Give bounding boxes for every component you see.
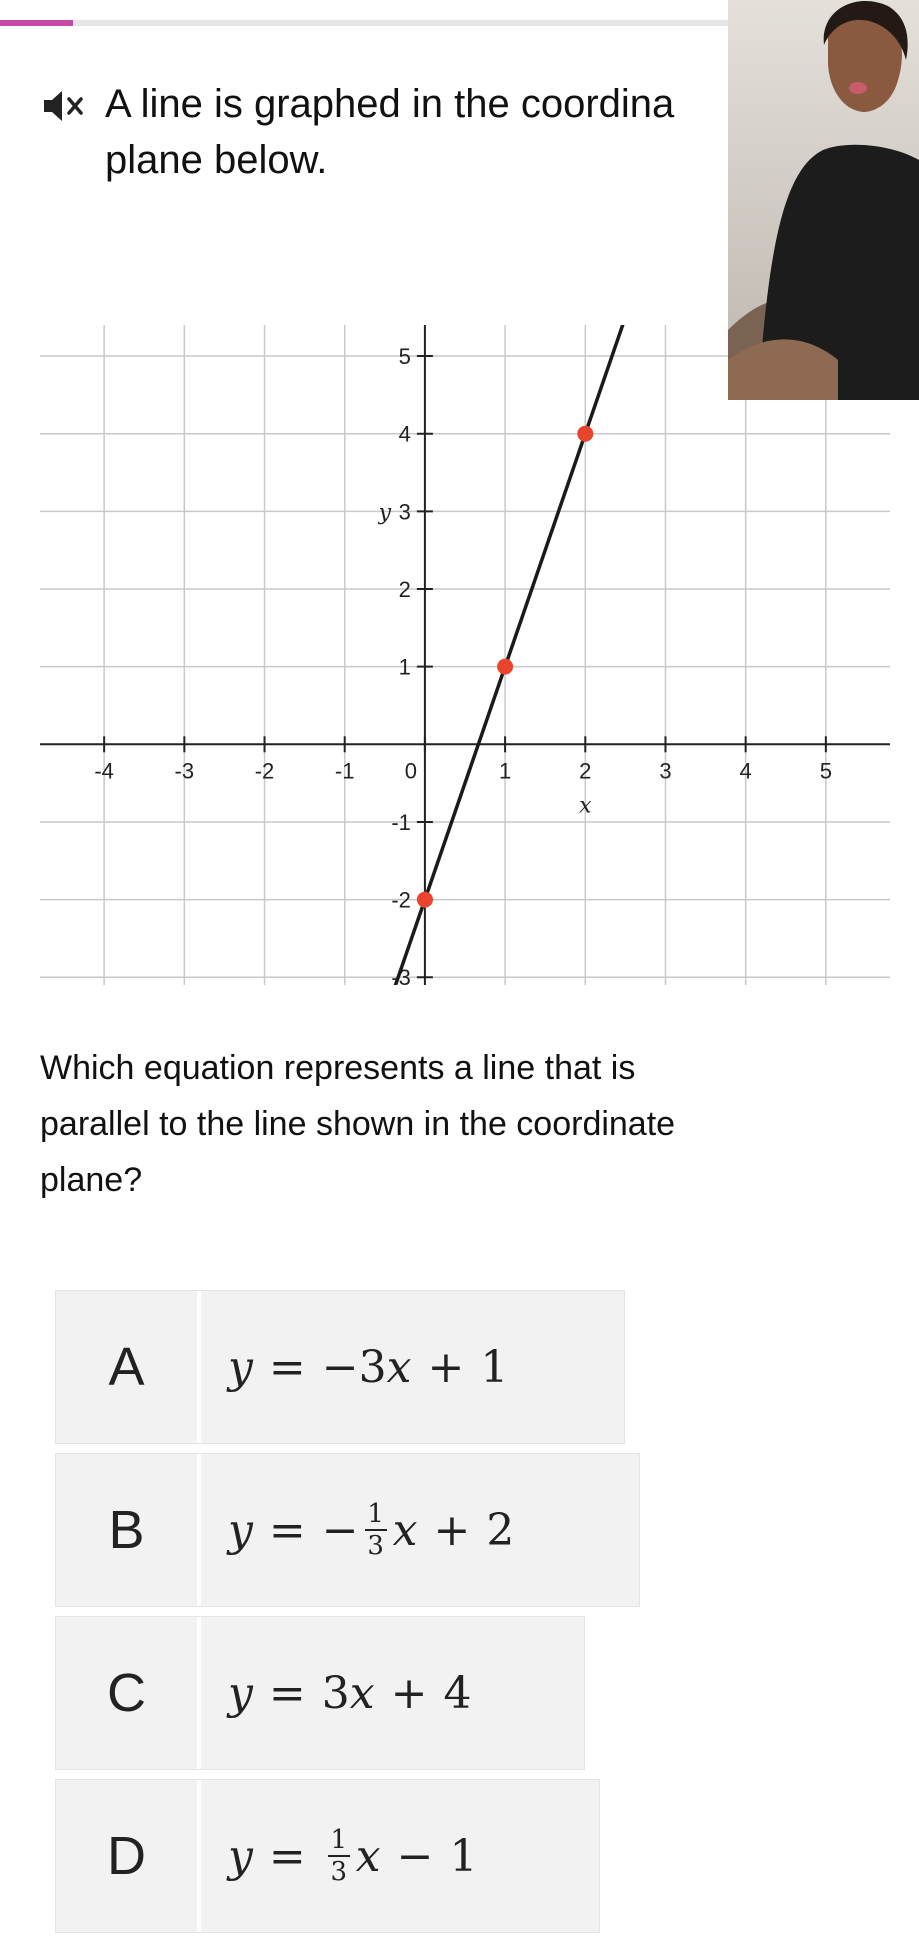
eq-constant: 1	[480, 1341, 509, 1393]
question-prompt	[105, 76, 745, 188]
fraction-numerator: 1	[330, 1825, 347, 1855]
x-tick-label: 3	[659, 758, 672, 784]
eq-constant: 4	[443, 1667, 472, 1719]
choice-divider	[197, 1291, 201, 1443]
y-tick-label: -3	[391, 965, 411, 985]
eq-coefficient: 3	[358, 1341, 387, 1393]
eq-equals: =	[268, 1830, 306, 1882]
speaker-muted-icon[interactable]	[42, 88, 86, 124]
x-tick-label: 4	[739, 758, 752, 784]
x-tick-label: 0	[404, 758, 418, 784]
coordinate-plane-graph	[40, 325, 890, 985]
choice-equation	[228, 1780, 477, 1932]
eq-lhs: y	[228, 1341, 253, 1393]
y-tick-label: 3	[398, 499, 411, 525]
fraction-denominator: 3	[367, 1531, 384, 1561]
fraction-denominator: 3	[330, 1857, 347, 1887]
eq-constant: 2	[486, 1504, 515, 1556]
x-tick-label: -4	[94, 758, 114, 784]
question-line-3: plane?	[40, 1161, 143, 1199]
question-line-2: parallel to the line shown in the coordinate	[40, 1105, 676, 1143]
choice-equation	[228, 1291, 508, 1443]
eq-equals: =	[268, 1667, 306, 1719]
graphed-line	[393, 325, 626, 985]
y-tick-label: 5	[398, 344, 411, 370]
choice-divider	[197, 1780, 201, 1932]
choice-equation	[228, 1617, 471, 1769]
answer-choice-a[interactable]	[55, 1290, 625, 1444]
x-tick-label: 2	[579, 758, 592, 784]
choice-letter: B	[108, 1500, 145, 1560]
answer-choice-d[interactable]	[55, 1779, 600, 1933]
fraction-numerator: 1	[367, 1499, 384, 1529]
x-axis-label: x	[579, 793, 592, 819]
video-feed-person-icon	[728, 0, 919, 400]
y-tick-label: -2	[391, 887, 411, 913]
x-tick-label: 1	[498, 758, 512, 784]
answer-choice-b[interactable]	[55, 1453, 640, 1607]
choice-divider	[197, 1454, 201, 1606]
eq-constant: 1	[449, 1830, 478, 1882]
eq-equals: =	[268, 1504, 306, 1556]
y-tick-label: 1	[398, 654, 411, 680]
progress-bar-fill	[0, 20, 73, 26]
prompt-line-2: plane below.	[105, 138, 328, 182]
plotted-point	[497, 659, 513, 675]
webcam-video-overlay[interactable]	[728, 0, 919, 400]
answer-choice-c[interactable]	[55, 1616, 585, 1770]
y-tick-label: 2	[398, 577, 411, 602]
choice-letter: C	[107, 1663, 146, 1723]
eq-lhs: y	[228, 1667, 253, 1719]
eq-variable: x	[349, 1667, 375, 1719]
eq-operator: −	[396, 1830, 434, 1882]
eq-coefficient: 3	[321, 1667, 350, 1719]
y-axis-label: y	[378, 500, 392, 526]
eq-variable: x	[386, 1341, 412, 1393]
question-text	[40, 1040, 870, 1208]
eq-operator: +	[433, 1504, 471, 1556]
choice-letter: D	[107, 1826, 146, 1886]
eq-lhs: y	[228, 1504, 253, 1556]
eq-variable: x	[355, 1830, 381, 1882]
y-tick-label: -1	[391, 809, 411, 835]
eq-operator: +	[390, 1667, 428, 1719]
x-tick-label: 5	[819, 758, 832, 784]
eq-sign: −	[321, 1341, 359, 1393]
plotted-point	[417, 892, 433, 908]
choice-equation	[228, 1454, 514, 1606]
prompt-line-1: A line is graphed in the coordina	[105, 82, 675, 126]
eq-equals: =	[268, 1341, 306, 1393]
eq-variable: x	[392, 1504, 418, 1556]
eq-sign: −	[321, 1504, 359, 1556]
choice-letter: A	[108, 1337, 145, 1397]
x-tick-label: -2	[254, 758, 275, 784]
eq-fraction	[328, 1827, 350, 1885]
x-tick-label: -1	[334, 758, 355, 784]
eq-lhs: y	[228, 1830, 253, 1882]
eq-fraction	[365, 1501, 387, 1559]
progress-bar	[0, 20, 728, 26]
question-line-1: Which equation represents a line that is	[40, 1049, 636, 1087]
eq-operator: +	[427, 1341, 465, 1393]
x-tick-label: -3	[174, 758, 195, 784]
choice-divider	[197, 1617, 201, 1769]
y-tick-label: 4	[398, 421, 411, 447]
plotted-point	[577, 426, 593, 442]
